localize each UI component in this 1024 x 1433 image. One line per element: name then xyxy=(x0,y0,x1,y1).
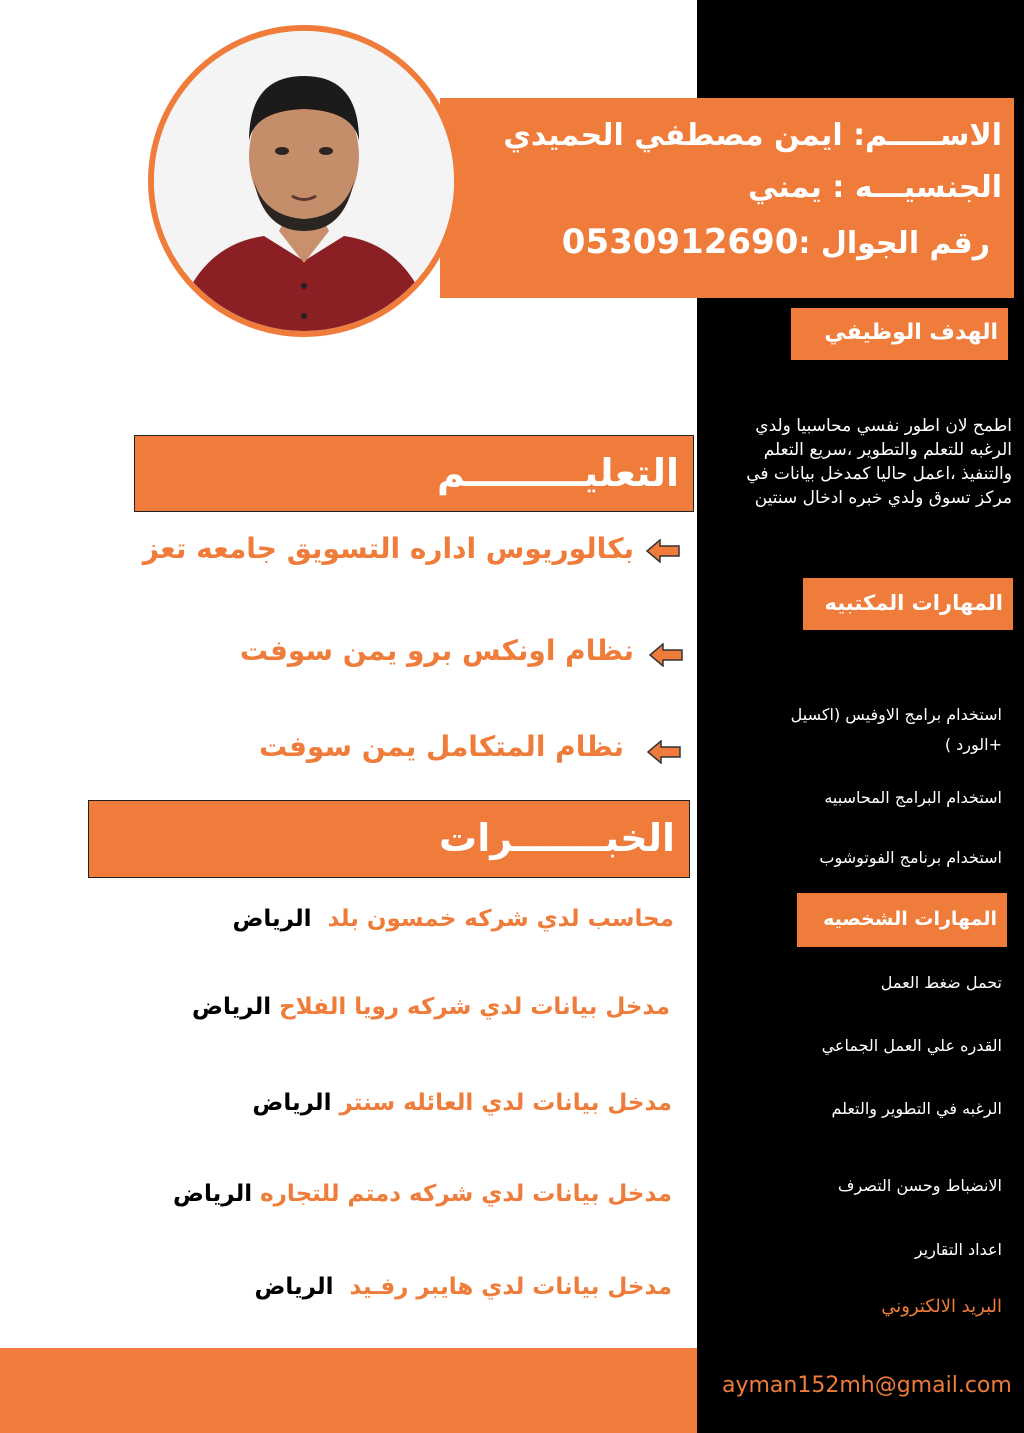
personal-skill-item: الانضباط وحسن التصرف xyxy=(837,1176,1002,1195)
nationality-value: يمني xyxy=(747,170,822,205)
education-item: نظام المتكامل يمن سوفت xyxy=(258,730,624,763)
profile-photo xyxy=(148,25,460,337)
experience-city: الرياض xyxy=(252,1090,332,1116)
office-skill-item: استخدام برنامج الفوتوشوب xyxy=(819,848,1002,867)
office-skills-title: المهارات المكتبيه xyxy=(803,578,1013,630)
education-item: بكالوريوس اداره التسويق جامعه تعز xyxy=(142,532,634,565)
education-item: نظام اونكس برو يمن سوفت xyxy=(239,634,634,667)
arrow-left-icon xyxy=(645,539,681,563)
experience-city: الرياض xyxy=(192,994,272,1020)
experience-city: الرياض xyxy=(254,1274,334,1300)
experience-role: مدخل بيانات لدي هايبر رفـيد xyxy=(349,1274,672,1300)
experience-item xyxy=(232,906,674,932)
education-title: التعليـــــــــم xyxy=(134,435,694,512)
experience-role: مدخل بيانات لدي العائله سنتر xyxy=(339,1090,672,1116)
experience-role: مدخل بيانات لدي شركه رويا الفلاح xyxy=(279,994,670,1020)
experience-item xyxy=(254,1274,672,1300)
name-value: ايمن مصطفي الحميدي xyxy=(503,118,843,153)
phone-label: رقم الجوال : xyxy=(798,226,990,261)
experience-city: الرياض xyxy=(173,1181,253,1207)
email-link[interactable]: ayman152mh@gmail.com xyxy=(722,1373,1012,1398)
person-portrait-icon xyxy=(154,31,454,331)
experience-role: مدخل بيانات لدي شركه دمتم للتجاره xyxy=(260,1181,672,1207)
arrow-left-icon xyxy=(646,740,682,764)
arrow-left-icon xyxy=(648,643,684,667)
experience-role: محاسب لدي شركه خمسون بلد xyxy=(327,906,674,932)
experience-city: الرياض xyxy=(232,906,312,932)
experience-title: الخبـــــــرات xyxy=(88,800,690,878)
nationality-label: الجنسيـــه : xyxy=(832,170,1002,205)
personal-skill-item: اعداد التقارير xyxy=(914,1240,1002,1259)
personal-skill-item: تحمل ضغط العمل xyxy=(880,973,1002,992)
experience-item xyxy=(252,1090,672,1116)
office-skill-item: استخدام البرامج المحاسبيه xyxy=(824,788,1002,807)
office-skill-item: استخدام برامج الاوفيس (اكسيل +الورد ) xyxy=(790,705,1002,754)
personal-skill-item: القدره علي العمل الجماعي xyxy=(821,1036,1002,1055)
phone-value: 0530912690 xyxy=(561,222,799,262)
personal-skill-item: الرغبه في التطوير والتعلم xyxy=(831,1099,1002,1118)
objective-text: اطمح لان اطور نفسي محاسبيا ولدي الرغبه للتعلم والتطوير ،سريع التعلم والتنفيذ ،اعمل حاليا كمدخل بيانات في مركز تسوق ولدي خبره ادخال سنتين xyxy=(746,416,1012,508)
name-line xyxy=(503,118,1002,153)
personal-skills-title: المهارات الشخصيه xyxy=(797,893,1007,947)
phone-line xyxy=(562,222,990,262)
experience-item xyxy=(192,994,670,1020)
email-label: البريد الالكتروني xyxy=(881,1296,1002,1317)
experience-item xyxy=(173,1181,672,1207)
objective-title: الهدف الوظيفي xyxy=(791,308,1008,360)
nationality-line xyxy=(748,170,1002,205)
name-label: الاســـــم: xyxy=(853,118,1002,153)
footer-bar xyxy=(0,1348,697,1433)
